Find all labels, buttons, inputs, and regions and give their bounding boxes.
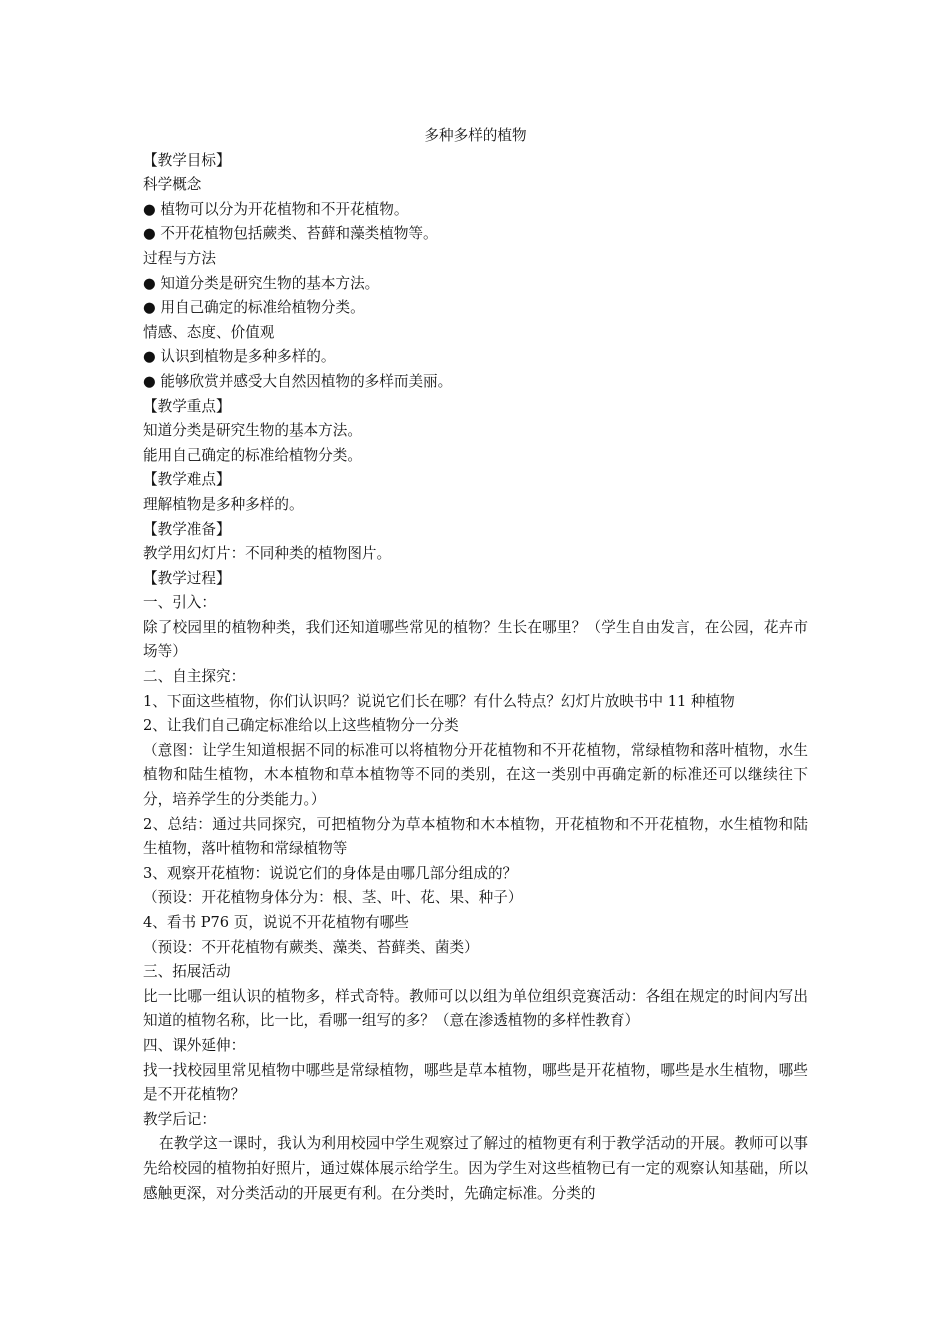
indented-paragraph: 在教学这一课时，我认为利用校园中学生观察过了解过的植物更有利于教学活动的开展。教师可以事先给校园的植物拍好照片，通过媒体展示给学生。因为学生对这些植物已有一定的观察认知基础，所以感触更深，对分类活动的开展更有利。在分类时，先确定标准。分类的	[143, 1135, 808, 1202]
text-line: 过程与方法	[143, 249, 216, 267]
paragraph: 除了校园里的植物种类，我们还知道哪些常见的植物？生长在哪里？（学生自由发言，在公园，花卉市场等）	[143, 618, 808, 661]
document-body	[143, 124, 808, 1206]
text-line: 【教学过程】	[143, 569, 231, 587]
paragraph: 找一找校园里常见植物中哪些是常绿植物，哪些是草本植物，哪些是开花植物，哪些是水生植物，哪些是不开花植物？	[143, 1061, 808, 1104]
text-line: 【教学难点】	[143, 471, 231, 489]
paragraph: 比一比哪一组认识的植物多，样式奇特。教师可以以组为单位组织竞赛活动：各组在规定的时间内写出知道的植物名称，比一比，看哪一组写的多？（意在渗透植物的多样性教育）	[143, 987, 808, 1030]
text-line: ● 知道分类是研究生物的基本方法。	[143, 274, 380, 292]
text-line: 【教学重点】	[143, 397, 231, 415]
text-line: 二、自主探究：	[143, 668, 246, 686]
text-line: 科学概念	[143, 176, 202, 194]
text-line: ● 不开花植物包括蕨类、苔藓和藻类植物等。	[143, 225, 438, 243]
text-line: ● 能够欣赏并感受大自然因植物的多样而美丽。	[143, 372, 453, 390]
text-line: 知道分类是研究生物的基本方法。	[143, 422, 362, 440]
text-line: 2、让我们自己确定标准给以上这些植物分一分类	[143, 717, 459, 735]
text-line: 四、课外延伸：	[143, 1036, 246, 1054]
text-line: ● 认识到植物是多种多样的。	[143, 348, 336, 366]
text-line: 【教学目标】	[143, 151, 231, 169]
paragraph: 2、总结：通过共同探究，可把植物分为草本植物和木本植物，开花植物和不开花植物，水生植物和陆生植物，落叶植物和常绿植物等	[143, 815, 808, 858]
text-line: 【教学准备】	[143, 520, 231, 538]
text-line: （预设：不开花植物有蕨类、藻类、苔藓类、菌类）	[143, 938, 479, 956]
text-line: ● 植物可以分为开花植物和不开花植物。	[143, 200, 409, 218]
document-lines	[143, 149, 808, 1207]
text-line: 三、拓展活动	[143, 963, 231, 981]
text-line: （预设：开花植物身体分为：根、茎、叶、花、果、种子）	[143, 889, 523, 907]
text-line: 4、看书 P76 页，说说不开花植物有哪些	[143, 914, 409, 931]
text-line: ● 用自己确定的标准给植物分类。	[143, 299, 365, 317]
text-line: 情感、态度、价值观	[143, 323, 275, 341]
text-line: 一、引入：	[143, 594, 216, 612]
document-title: 多种多样的植物	[424, 127, 527, 144]
paragraph: （意图：让学生知道根据不同的标准可以将植物分开花植物和不开花植物，常绿植物和落叶植物，水生植物和陆生植物，木本植物和草本植物等不同的类别，在这一类别中再确定新的标准还可以继续往下分，培养学生的分类能力。）	[143, 741, 808, 809]
text-line: 理解植物是多种多样的。	[143, 495, 304, 513]
text-line: 1、下面这些植物，你们认识吗？说说它们长在哪？有什么特点？幻灯片放映书中 11 种植物	[143, 692, 735, 710]
text-line: 3、观察开花植物：说说它们的身体是由哪几部分组成的？	[143, 864, 518, 882]
text-line: 能用自己确定的标准给植物分类。	[143, 446, 362, 464]
text-line: 教学后记：	[143, 1110, 216, 1128]
text-line: 教学用幻灯片：不同种类的植物图片。	[143, 545, 392, 563]
